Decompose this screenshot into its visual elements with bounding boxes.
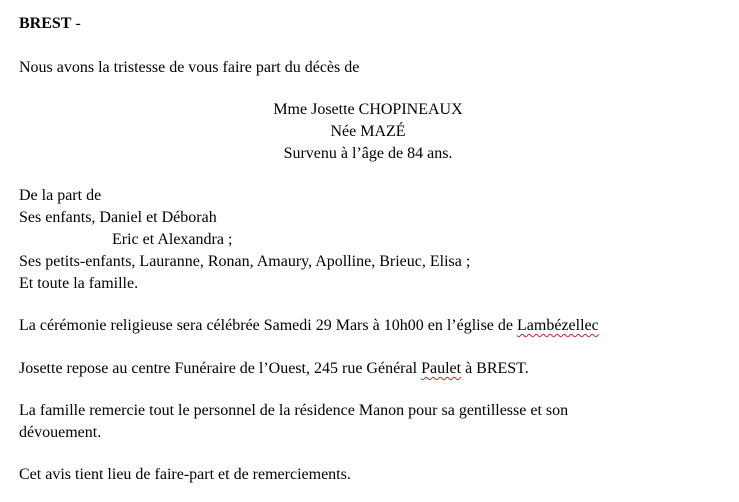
deceased-name: Mme Josette CHOPINEAUX <box>273 101 463 118</box>
ceremony-text: La cérémonie religieuse sera célébrée Samedi 29 Mars à 10h00 en l’église de <box>19 317 518 334</box>
maiden-name: Née MAZÉ <box>330 123 406 140</box>
intro-text: Nous avons la tristesse de vous faire part du décès de <box>19 59 360 76</box>
grandchildren-line: Ses petits-enfants, Lauranne, Ronan, Amaury, Apolline, Brieuc, Elisa ; <box>19 253 471 270</box>
whole-family-line: Et toute la famille. <box>19 275 139 292</box>
rest-street: Paulet <box>421 360 462 377</box>
children-line-1: Ses enfants, Daniel et Déborah <box>19 209 217 226</box>
heading-dash: - <box>71 15 81 32</box>
rest-text-after: à BREST. <box>461 360 529 377</box>
children-line-2: Eric et Alexandra ; <box>112 231 233 248</box>
ceremony-place: Lambézellec <box>517 317 599 334</box>
age-line: Survenu à l’âge de 84 ans. <box>283 145 453 162</box>
closing-line: Cet avis tient lieu de faire-part et de remerciements. <box>19 466 351 483</box>
rest-line <box>19 359 529 379</box>
ceremony-line <box>19 316 599 336</box>
thanks-line-2: dévouement. <box>19 424 102 441</box>
rest-text-before: Josette repose au centre Funéraire de l’Ouest, 245 rue Général <box>19 360 422 377</box>
city-heading: BREST <box>19 15 72 32</box>
heading-line <box>19 14 81 34</box>
from-line: De la part de <box>19 187 102 204</box>
thanks-line-1: La famille remercie tout le personnel de la résidence Manon pour sa gentillesse et son <box>19 402 569 419</box>
